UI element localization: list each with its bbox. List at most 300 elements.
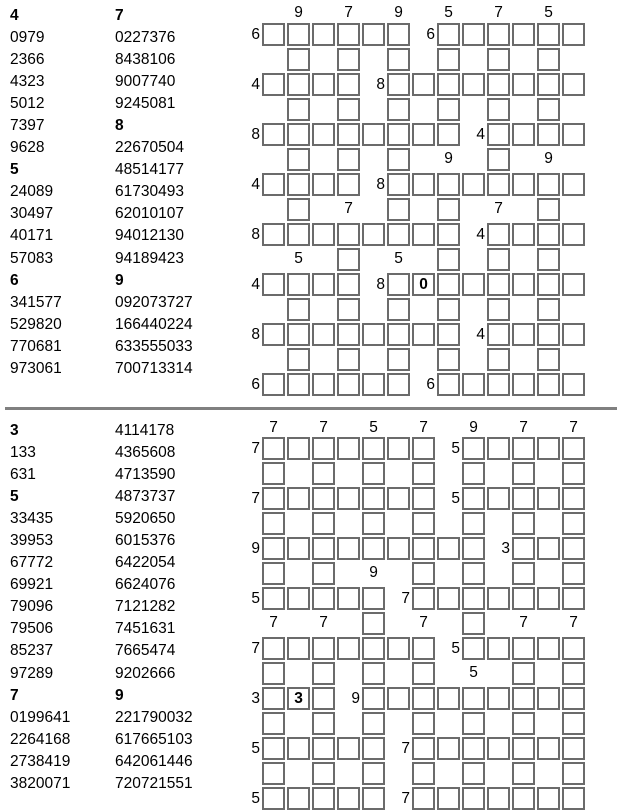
grid-cell[interactable] — [412, 537, 435, 560]
grid-cell[interactable] — [262, 223, 285, 246]
grid-cell[interactable] — [537, 223, 560, 246]
row-length-label: 4 — [251, 176, 260, 193]
grid-cell[interactable] — [412, 687, 435, 710]
grid-cell[interactable] — [262, 662, 285, 685]
grid-cell[interactable] — [462, 23, 485, 46]
grid-cell[interactable] — [337, 637, 360, 660]
grid-cell[interactable] — [287, 98, 310, 121]
grid-cell[interactable] — [412, 437, 435, 460]
grid-cell[interactable] — [362, 323, 385, 346]
grid-cell[interactable] — [387, 637, 410, 660]
grid-cell[interactable] — [312, 587, 335, 610]
grid-cell[interactable] — [262, 637, 285, 660]
grid-cell[interactable] — [387, 348, 410, 371]
grid-cell[interactable] — [362, 637, 385, 660]
grid-cell[interactable] — [487, 587, 510, 610]
grid-cell[interactable] — [262, 23, 285, 46]
grid-cell[interactable] — [537, 248, 560, 271]
column-length-label: 9 — [544, 150, 553, 167]
word-list-item: 0227376 — [115, 28, 176, 46]
grid-cell[interactable] — [562, 173, 585, 196]
grid-cell[interactable] — [537, 198, 560, 221]
word-list-item: 2264168 — [10, 730, 71, 748]
grid-cell[interactable] — [462, 637, 485, 660]
grid-cell[interactable] — [362, 587, 385, 610]
grid-cell[interactable] — [537, 373, 560, 396]
grid-cell[interactable] — [337, 273, 360, 296]
grid-cell[interactable] — [287, 637, 310, 660]
grid-cell[interactable] — [437, 273, 460, 296]
grid-cell[interactable] — [412, 662, 435, 685]
grid-cell[interactable] — [287, 273, 310, 296]
grid-cell[interactable] — [537, 323, 560, 346]
grid-cell[interactable] — [487, 787, 510, 810]
word-list-item: 4114178 — [115, 421, 175, 439]
grid-cell[interactable] — [512, 462, 535, 485]
grid-cell[interactable] — [462, 712, 485, 735]
grid-cell[interactable] — [412, 512, 435, 535]
grid-cell[interactable] — [487, 173, 510, 196]
grid-cell[interactable] — [387, 298, 410, 321]
grid-cell[interactable] — [262, 537, 285, 560]
grid-cell[interactable] — [412, 173, 435, 196]
grid-cell[interactable] — [487, 73, 510, 96]
grid-cell[interactable] — [337, 323, 360, 346]
grid-cell[interactable] — [312, 173, 335, 196]
grid-cell[interactable] — [387, 437, 410, 460]
grid-cell[interactable] — [537, 737, 560, 760]
grid-cell[interactable] — [287, 198, 310, 221]
grid-cell[interactable] — [462, 373, 485, 396]
grid-cell[interactable] — [312, 712, 335, 735]
grid-cell[interactable] — [262, 587, 285, 610]
grid-cell[interactable] — [387, 48, 410, 71]
grid-cell[interactable] — [537, 73, 560, 96]
grid-cell[interactable] — [337, 223, 360, 246]
grid-cell[interactable] — [537, 273, 560, 296]
grid-cell[interactable] — [537, 23, 560, 46]
grid-cell[interactable] — [487, 273, 510, 296]
grid-cell[interactable] — [287, 23, 310, 46]
grid-cell[interactable] — [262, 737, 285, 760]
grid-cell[interactable] — [512, 323, 535, 346]
grid-cell[interactable] — [387, 148, 410, 171]
grid-cell[interactable] — [487, 48, 510, 71]
grid-cell[interactable] — [537, 787, 560, 810]
grid-cell[interactable] — [362, 712, 385, 735]
grid-cell[interactable] — [562, 373, 585, 396]
grid-cell[interactable] — [512, 787, 535, 810]
grid-cell[interactable] — [437, 173, 460, 196]
word-list-item: 7121282 — [115, 598, 176, 616]
grid-cell[interactable] — [262, 687, 285, 710]
grid-cell[interactable] — [412, 487, 435, 510]
word-group-size-header: 3 — [10, 421, 19, 439]
grid-cell[interactable] — [462, 612, 485, 635]
column-length-label: 7 — [344, 4, 353, 21]
grid-cell[interactable] — [487, 123, 510, 146]
grid-cell[interactable] — [337, 148, 360, 171]
grid-cell[interactable] — [387, 537, 410, 560]
grid-cell[interactable] — [462, 537, 485, 560]
grid-cell[interactable] — [362, 512, 385, 535]
grid-cell[interactable] — [312, 512, 335, 535]
grid-cell[interactable] — [437, 537, 460, 560]
grid-cell[interactable] — [562, 223, 585, 246]
grid-cell[interactable] — [387, 687, 410, 710]
grid-cell[interactable] — [362, 737, 385, 760]
grid-cell[interactable] — [562, 687, 585, 710]
grid-cell[interactable] — [262, 487, 285, 510]
grid-cell[interactable] — [562, 762, 585, 785]
grid-cell[interactable] — [287, 437, 310, 460]
grid-cell[interactable] — [462, 73, 485, 96]
grid-cell[interactable] — [262, 462, 285, 485]
grid-cell[interactable] — [537, 98, 560, 121]
grid-cell[interactable] — [337, 437, 360, 460]
row-length-label: 6 — [251, 26, 260, 43]
grid-cell[interactable] — [412, 737, 435, 760]
grid-cell[interactable] — [437, 223, 460, 246]
grid-cell[interactable] — [537, 687, 560, 710]
grid-cell[interactable] — [437, 98, 460, 121]
grid-cell[interactable] — [287, 487, 310, 510]
grid-cell[interactable] — [537, 48, 560, 71]
grid-cell[interactable] — [537, 487, 560, 510]
grid-cell[interactable] — [337, 23, 360, 46]
row-length-label: 8 — [376, 276, 385, 293]
grid-cell[interactable] — [462, 587, 485, 610]
grid-cell[interactable] — [437, 787, 460, 810]
grid-cell[interactable] — [387, 98, 410, 121]
grid-cell[interactable] — [387, 373, 410, 396]
grid-cell[interactable] — [412, 712, 435, 735]
word-list-column — [115, 5, 193, 381]
word-list-item: 69921 — [10, 576, 54, 594]
word-list-item: 166440224 — [115, 315, 193, 333]
grid-cell[interactable] — [437, 123, 460, 146]
grid-cell[interactable] — [562, 23, 585, 46]
word-list-item: 720721551 — [115, 775, 193, 792]
grid-cell[interactable] — [487, 487, 510, 510]
grid-cell[interactable] — [337, 348, 360, 371]
grid-cell[interactable] — [312, 762, 335, 785]
grid-cell[interactable] — [562, 637, 585, 660]
grid-cell[interactable] — [487, 148, 510, 171]
grid-cell[interactable] — [462, 687, 485, 710]
column-length-label: 9 — [469, 419, 478, 436]
grid-cell[interactable] — [337, 787, 360, 810]
grid-cell[interactable] — [337, 98, 360, 121]
grid-cell[interactable] — [412, 323, 435, 346]
word-list-item: 9245081 — [115, 94, 176, 112]
grid-cell[interactable] — [287, 223, 310, 246]
grid-cell[interactable] — [312, 223, 335, 246]
grid-cell[interactable] — [262, 787, 285, 810]
word-list-item: 7665474 — [115, 642, 176, 660]
grid-cell[interactable] — [362, 662, 385, 685]
word-list-item: 97289 — [10, 664, 54, 682]
grid-cell[interactable] — [312, 662, 335, 685]
grid-cell[interactable] — [387, 123, 410, 146]
grid-cell[interactable] — [487, 687, 510, 710]
grid-cell[interactable] — [412, 462, 435, 485]
grid-cell[interactable] — [412, 73, 435, 96]
grid-cell[interactable] — [262, 712, 285, 735]
grid-cell[interactable] — [287, 537, 310, 560]
grid-cell[interactable] — [437, 348, 460, 371]
grid-cell[interactable] — [362, 223, 385, 246]
grid-cell[interactable] — [487, 298, 510, 321]
grid-cell[interactable] — [437, 323, 460, 346]
grid-cell[interactable] — [437, 687, 460, 710]
word-list-item: 67772 — [10, 554, 54, 572]
grid-cell[interactable] — [387, 173, 410, 196]
grid-cell[interactable] — [412, 587, 435, 610]
grid-cell[interactable] — [262, 437, 285, 460]
grid-cell[interactable] — [537, 437, 560, 460]
grid-cell[interactable] — [487, 373, 510, 396]
grid-cell[interactable] — [312, 637, 335, 660]
grid-cell[interactable] — [312, 123, 335, 146]
grid-cell[interactable] — [537, 298, 560, 321]
row-length-label: 5 — [451, 490, 460, 507]
grid-cell[interactable] — [462, 762, 485, 785]
grid-cell[interactable] — [312, 537, 335, 560]
grid-cell[interactable] — [287, 298, 310, 321]
grid-cell[interactable] — [362, 687, 385, 710]
grid-cell[interactable] — [362, 23, 385, 46]
grid-cell[interactable] — [562, 123, 585, 146]
grid-cell[interactable] — [412, 762, 435, 785]
grid-cell[interactable] — [512, 373, 535, 396]
word-list-item: 61730493 — [115, 183, 184, 201]
grid-cell[interactable] — [487, 223, 510, 246]
grid-cell[interactable] — [562, 587, 585, 610]
row-length-label: 5 — [451, 640, 460, 657]
grid-cell[interactable] — [437, 373, 460, 396]
grid-cell[interactable] — [562, 712, 585, 735]
grid-cell[interactable] — [337, 737, 360, 760]
grid-cell[interactable] — [487, 637, 510, 660]
grid-cell[interactable] — [462, 737, 485, 760]
grid-cell[interactable] — [462, 487, 485, 510]
grid-cell[interactable] — [437, 587, 460, 610]
grid-cell[interactable] — [312, 437, 335, 460]
column-length-label: 7 — [319, 419, 328, 436]
grid-cell[interactable] — [462, 173, 485, 196]
grid-cell[interactable] — [337, 587, 360, 610]
grid-cell[interactable] — [262, 173, 285, 196]
grid-cell[interactable] — [362, 537, 385, 560]
grid-cell[interactable] — [537, 537, 560, 560]
grid-cell[interactable] — [462, 562, 485, 585]
grid-cell[interactable] — [412, 123, 435, 146]
grid-cell[interactable] — [487, 737, 510, 760]
grid-cell[interactable] — [487, 98, 510, 121]
grid-cell[interactable] — [437, 198, 460, 221]
grid-cell[interactable] — [387, 23, 410, 46]
grid-cell[interactable] — [287, 123, 310, 146]
word-list-item: 2738419 — [10, 752, 71, 770]
column-length-label: 7 — [494, 4, 503, 21]
grid-cell[interactable] — [337, 298, 360, 321]
grid-cell[interactable] — [262, 762, 285, 785]
grid-cell[interactable] — [437, 48, 460, 71]
grid-cell[interactable] — [437, 298, 460, 321]
grid-cell[interactable] — [562, 462, 585, 485]
grid-cell[interactable] — [287, 373, 310, 396]
grid-cell[interactable] — [337, 173, 360, 196]
grid-cell[interactable] — [337, 537, 360, 560]
grid-cell[interactable] — [562, 512, 585, 535]
grid-cell[interactable] — [287, 173, 310, 196]
grid-cell[interactable] — [462, 273, 485, 296]
grid-cell[interactable] — [362, 123, 385, 146]
grid-cell[interactable] — [537, 123, 560, 146]
grid-cell[interactable] — [562, 487, 585, 510]
grid-cell[interactable] — [562, 323, 585, 346]
grid-cell[interactable] — [562, 437, 585, 460]
grid-cell[interactable] — [487, 348, 510, 371]
grid-cell[interactable] — [312, 273, 335, 296]
grid-cell[interactable] — [362, 462, 385, 485]
grid-cell[interactable] — [462, 437, 485, 460]
grid-cell[interactable] — [512, 223, 535, 246]
grid-cell[interactable] — [562, 662, 585, 685]
grid-cell[interactable] — [362, 787, 385, 810]
grid-cell[interactable] — [312, 562, 335, 585]
grid-cell[interactable] — [362, 762, 385, 785]
grid-cell[interactable] — [562, 73, 585, 96]
grid-cell[interactable] — [512, 23, 535, 46]
grid-cell[interactable] — [362, 612, 385, 635]
grid-cell[interactable] — [337, 373, 360, 396]
grid-cell[interactable] — [262, 373, 285, 396]
grid-cell[interactable] — [562, 273, 585, 296]
grid-cell[interactable] — [262, 562, 285, 585]
grid-cell[interactable] — [512, 537, 535, 560]
grid-cell[interactable] — [537, 587, 560, 610]
grid-cell[interactable] — [262, 323, 285, 346]
grid-cell[interactable] — [487, 437, 510, 460]
grid-cell[interactable] — [487, 23, 510, 46]
grid-cell[interactable] — [512, 73, 535, 96]
grid-cell[interactable] — [387, 73, 410, 96]
grid-cell[interactable] — [287, 73, 310, 96]
grid-cell[interactable] — [337, 123, 360, 146]
grid-cell[interactable] — [262, 273, 285, 296]
grid-cell[interactable] — [387, 487, 410, 510]
grid-cell[interactable] — [312, 687, 335, 710]
grid-cell[interactable] — [462, 787, 485, 810]
grid-cell[interactable] — [562, 562, 585, 585]
grid-cell[interactable] — [312, 737, 335, 760]
grid-cell[interactable] — [537, 173, 560, 196]
grid-cell[interactable] — [312, 373, 335, 396]
grid-cell[interactable] — [337, 73, 360, 96]
column-length-label: 7 — [419, 614, 428, 631]
grid-cell[interactable] — [512, 687, 535, 710]
grid-cell[interactable] — [287, 737, 310, 760]
row-length-label: 5 — [251, 740, 260, 757]
grid-cell[interactable] — [337, 487, 360, 510]
grid-cell[interactable] — [287, 148, 310, 171]
grid-cell[interactable] — [287, 587, 310, 610]
grid-cell[interactable] — [562, 787, 585, 810]
grid-cell[interactable] — [412, 562, 435, 585]
grid-cell[interactable] — [362, 437, 385, 460]
grid-cell[interactable] — [437, 73, 460, 96]
grid-cell[interactable] — [462, 512, 485, 535]
grid-cell[interactable] — [387, 223, 410, 246]
grid-cell[interactable] — [287, 323, 310, 346]
column-length-label: 9 — [444, 150, 453, 167]
grid-cell[interactable] — [387, 198, 410, 221]
grid-cell[interactable] — [312, 73, 335, 96]
grid-cell[interactable] — [512, 437, 535, 460]
grid-cell[interactable] — [437, 23, 460, 46]
grid-cell[interactable] — [437, 737, 460, 760]
grid-cell[interactable] — [537, 348, 560, 371]
grid-cell[interactable] — [262, 512, 285, 535]
grid-cell[interactable] — [462, 462, 485, 485]
grid-cell[interactable] — [387, 273, 410, 296]
grid-cell[interactable] — [562, 737, 585, 760]
grid-cell[interactable] — [512, 662, 535, 685]
grid-cell[interactable] — [262, 123, 285, 146]
grid-cell[interactable] — [262, 73, 285, 96]
grid-cell[interactable] — [487, 248, 510, 271]
grid-cell[interactable] — [512, 173, 535, 196]
grid-cell[interactable] — [337, 48, 360, 71]
grid-cell[interactable] — [537, 637, 560, 660]
grid-cell-given: 3 — [287, 687, 310, 710]
grid-cell[interactable] — [437, 248, 460, 271]
row-length-label: 4 — [251, 76, 260, 93]
grid-cell[interactable] — [362, 487, 385, 510]
grid-cell[interactable] — [562, 537, 585, 560]
grid-cell[interactable] — [512, 637, 535, 660]
word-list-item: 79096 — [10, 598, 54, 616]
grid-cell[interactable] — [412, 637, 435, 660]
grid-cell[interactable] — [287, 48, 310, 71]
grid-cell[interactable] — [387, 323, 410, 346]
grid-cell[interactable] — [512, 737, 535, 760]
grid-cell[interactable] — [287, 787, 310, 810]
grid-cell[interactable] — [362, 373, 385, 396]
grid-cell[interactable] — [287, 348, 310, 371]
grid-cell[interactable] — [312, 787, 335, 810]
grid-cell[interactable] — [512, 123, 535, 146]
grid-cell[interactable] — [487, 323, 510, 346]
grid-cell[interactable] — [312, 462, 335, 485]
grid-cell[interactable] — [312, 323, 335, 346]
grid-cell[interactable] — [512, 712, 535, 735]
grid-cell[interactable] — [512, 587, 535, 610]
grid-cell[interactable] — [312, 23, 335, 46]
grid-cell[interactable] — [412, 787, 435, 810]
grid-cell[interactable] — [512, 762, 535, 785]
word-list-item: 9202666 — [115, 664, 176, 682]
grid-cell[interactable] — [412, 223, 435, 246]
grid-cell[interactable] — [512, 512, 535, 535]
grid-cell[interactable] — [512, 273, 535, 296]
grid-cell[interactable] — [512, 562, 535, 585]
grid-cell[interactable] — [337, 248, 360, 271]
grid-cell[interactable] — [512, 487, 535, 510]
grid-cell[interactable] — [312, 487, 335, 510]
